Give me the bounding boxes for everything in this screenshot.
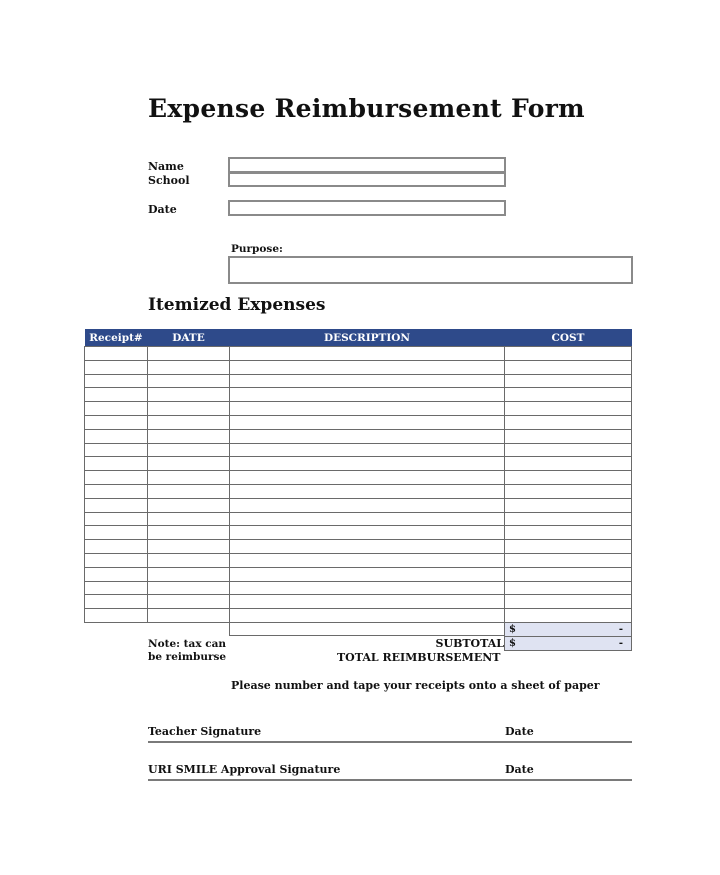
- column-cost: COST: [505, 329, 632, 347]
- date-cell[interactable]: [148, 553, 230, 567]
- date-cell[interactable]: [148, 540, 230, 554]
- cost-cell[interactable]: [505, 388, 632, 402]
- date-cell[interactable]: [148, 595, 230, 609]
- approval-signature-line[interactable]: [148, 763, 632, 781]
- purpose-field[interactable]: [228, 256, 633, 284]
- date-label: Date: [148, 203, 177, 216]
- cost-cell[interactable]: [505, 443, 632, 457]
- table-header: [85, 329, 632, 347]
- cost-cell[interactable]: [505, 471, 632, 485]
- receipt-cell[interactable]: [85, 402, 148, 416]
- date-cell[interactable]: [148, 526, 230, 540]
- approval-signature-label: URI SMILE Approval Signature: [148, 763, 341, 776]
- table-row: [85, 415, 632, 429]
- table-row: [85, 388, 632, 402]
- receipt-cell[interactable]: [85, 374, 148, 388]
- school-field[interactable]: [228, 172, 506, 187]
- cost-cell[interactable]: [505, 457, 632, 471]
- description-cell[interactable]: [230, 457, 505, 471]
- school-label: School: [148, 174, 190, 187]
- receipt-cell[interactable]: [85, 581, 148, 595]
- date-cell[interactable]: [148, 581, 230, 595]
- receipt-cell[interactable]: [85, 553, 148, 567]
- receipt-cell[interactable]: [85, 471, 148, 485]
- date-field[interactable]: [228, 200, 506, 216]
- table-row: [85, 567, 632, 581]
- purpose-label: Purpose:: [231, 243, 283, 255]
- date-cell[interactable]: [148, 415, 230, 429]
- expenses-table: [84, 329, 632, 623]
- table-row: [85, 526, 632, 540]
- cost-cell[interactable]: [505, 567, 632, 581]
- cost-total-value: -: [618, 624, 623, 635]
- cost-cell[interactable]: [505, 360, 632, 374]
- description-cell[interactable]: [230, 374, 505, 388]
- description-cell[interactable]: [230, 526, 505, 540]
- date-cell[interactable]: [148, 512, 230, 526]
- table-row: [85, 484, 632, 498]
- cost-cell[interactable]: [505, 581, 632, 595]
- cost-extension: [504, 608, 632, 623]
- description-cell[interactable]: [230, 484, 505, 498]
- description-cell[interactable]: [230, 540, 505, 554]
- instruction-text: Please number and tape your receipts onto a sheet of paper: [231, 679, 600, 692]
- receipt-cell[interactable]: [85, 415, 148, 429]
- receipt-cell[interactable]: [85, 595, 148, 609]
- approval-date-label: Date: [505, 763, 534, 776]
- date-cell[interactable]: [148, 443, 230, 457]
- cost-cell[interactable]: [505, 540, 632, 554]
- description-cell[interactable]: [230, 388, 505, 402]
- cost-cell[interactable]: [505, 484, 632, 498]
- currency-symbol: $: [509, 638, 516, 649]
- description-cell[interactable]: [230, 415, 505, 429]
- description-cell[interactable]: [230, 567, 505, 581]
- table-row: [85, 553, 632, 567]
- cost-total-cell: [504, 622, 632, 637]
- date-cell[interactable]: [148, 374, 230, 388]
- total-reimbursement-label: TOTAL REIMBURSEMENT: [337, 651, 501, 664]
- date-cell[interactable]: [148, 360, 230, 374]
- description-cell[interactable]: [230, 498, 505, 512]
- subtotal-value: -: [618, 638, 623, 649]
- date-cell[interactable]: [148, 567, 230, 581]
- receipt-cell[interactable]: [85, 567, 148, 581]
- receipt-cell[interactable]: [85, 347, 148, 361]
- description-extension: [229, 608, 505, 636]
- table-row: [85, 347, 632, 361]
- table-row: [85, 360, 632, 374]
- date-cell[interactable]: [148, 347, 230, 361]
- receipt-cell[interactable]: [85, 388, 148, 402]
- column-description: DESCRIPTION: [230, 329, 505, 347]
- date-cell[interactable]: [148, 609, 230, 623]
- cost-cell[interactable]: [505, 429, 632, 443]
- description-cell[interactable]: [230, 512, 505, 526]
- receipt-cell[interactable]: [85, 457, 148, 471]
- cost-cell[interactable]: [505, 595, 632, 609]
- cost-cell[interactable]: [505, 415, 632, 429]
- description-cell[interactable]: [230, 360, 505, 374]
- table-row: [85, 540, 632, 554]
- teacher-signature-label: Teacher Signature: [148, 725, 262, 738]
- form-title: Expense Reimbursement Form: [148, 94, 585, 123]
- tax-note-line2: be reimburse: [148, 651, 227, 663]
- cost-cell[interactable]: [505, 526, 632, 540]
- table-row: [85, 402, 632, 416]
- subtotal-label: SUBTOTAL: [435, 637, 504, 650]
- date-cell[interactable]: [148, 498, 230, 512]
- table-row: [85, 374, 632, 388]
- subtotal-cell: [504, 636, 632, 651]
- receipt-cell[interactable]: [85, 526, 148, 540]
- table-row: [85, 512, 632, 526]
- currency-symbol: $: [509, 624, 516, 635]
- receipt-cell[interactable]: [85, 540, 148, 554]
- description-cell[interactable]: [230, 443, 505, 457]
- receipt-cell[interactable]: [85, 429, 148, 443]
- receipt-cell[interactable]: [85, 443, 148, 457]
- table-row: [85, 429, 632, 443]
- cost-cell[interactable]: [505, 498, 632, 512]
- teacher-signature-line[interactable]: [148, 725, 632, 743]
- table-row: [85, 498, 632, 512]
- section-title: Itemized Expenses: [148, 295, 326, 315]
- tax-note-line1: Note: tax can: [148, 638, 227, 650]
- description-cell[interactable]: [230, 553, 505, 567]
- cost-cell[interactable]: [505, 374, 632, 388]
- description-cell[interactable]: [230, 581, 505, 595]
- table-row: [85, 581, 632, 595]
- date-cell[interactable]: [148, 457, 230, 471]
- cost-cell[interactable]: [505, 347, 632, 361]
- description-cell[interactable]: [230, 347, 505, 361]
- column-date: DATE: [148, 329, 230, 347]
- column-receipt: Receipt#: [85, 329, 148, 347]
- cost-cell[interactable]: [505, 553, 632, 567]
- receipt-cell[interactable]: [85, 484, 148, 498]
- name-field[interactable]: [228, 157, 506, 173]
- description-cell[interactable]: [230, 595, 505, 609]
- date-cell[interactable]: [148, 484, 230, 498]
- cost-cell[interactable]: [505, 512, 632, 526]
- table-row: [85, 443, 632, 457]
- name-label: Name: [148, 160, 184, 173]
- teacher-date-label: Date: [505, 725, 534, 738]
- description-cell[interactable]: [230, 402, 505, 416]
- description-cell[interactable]: [230, 429, 505, 443]
- date-cell[interactable]: [148, 388, 230, 402]
- table-row: [85, 595, 632, 609]
- date-cell[interactable]: [148, 471, 230, 485]
- receipt-cell[interactable]: [85, 360, 148, 374]
- date-cell[interactable]: [148, 402, 230, 416]
- receipt-cell[interactable]: [85, 609, 148, 623]
- description-cell[interactable]: [230, 471, 505, 485]
- table-row: [85, 471, 632, 485]
- table-row: [85, 457, 632, 471]
- date-cell[interactable]: [148, 429, 230, 443]
- cost-cell[interactable]: [505, 402, 632, 416]
- receipt-cell[interactable]: [85, 512, 148, 526]
- receipt-cell[interactable]: [85, 498, 148, 512]
